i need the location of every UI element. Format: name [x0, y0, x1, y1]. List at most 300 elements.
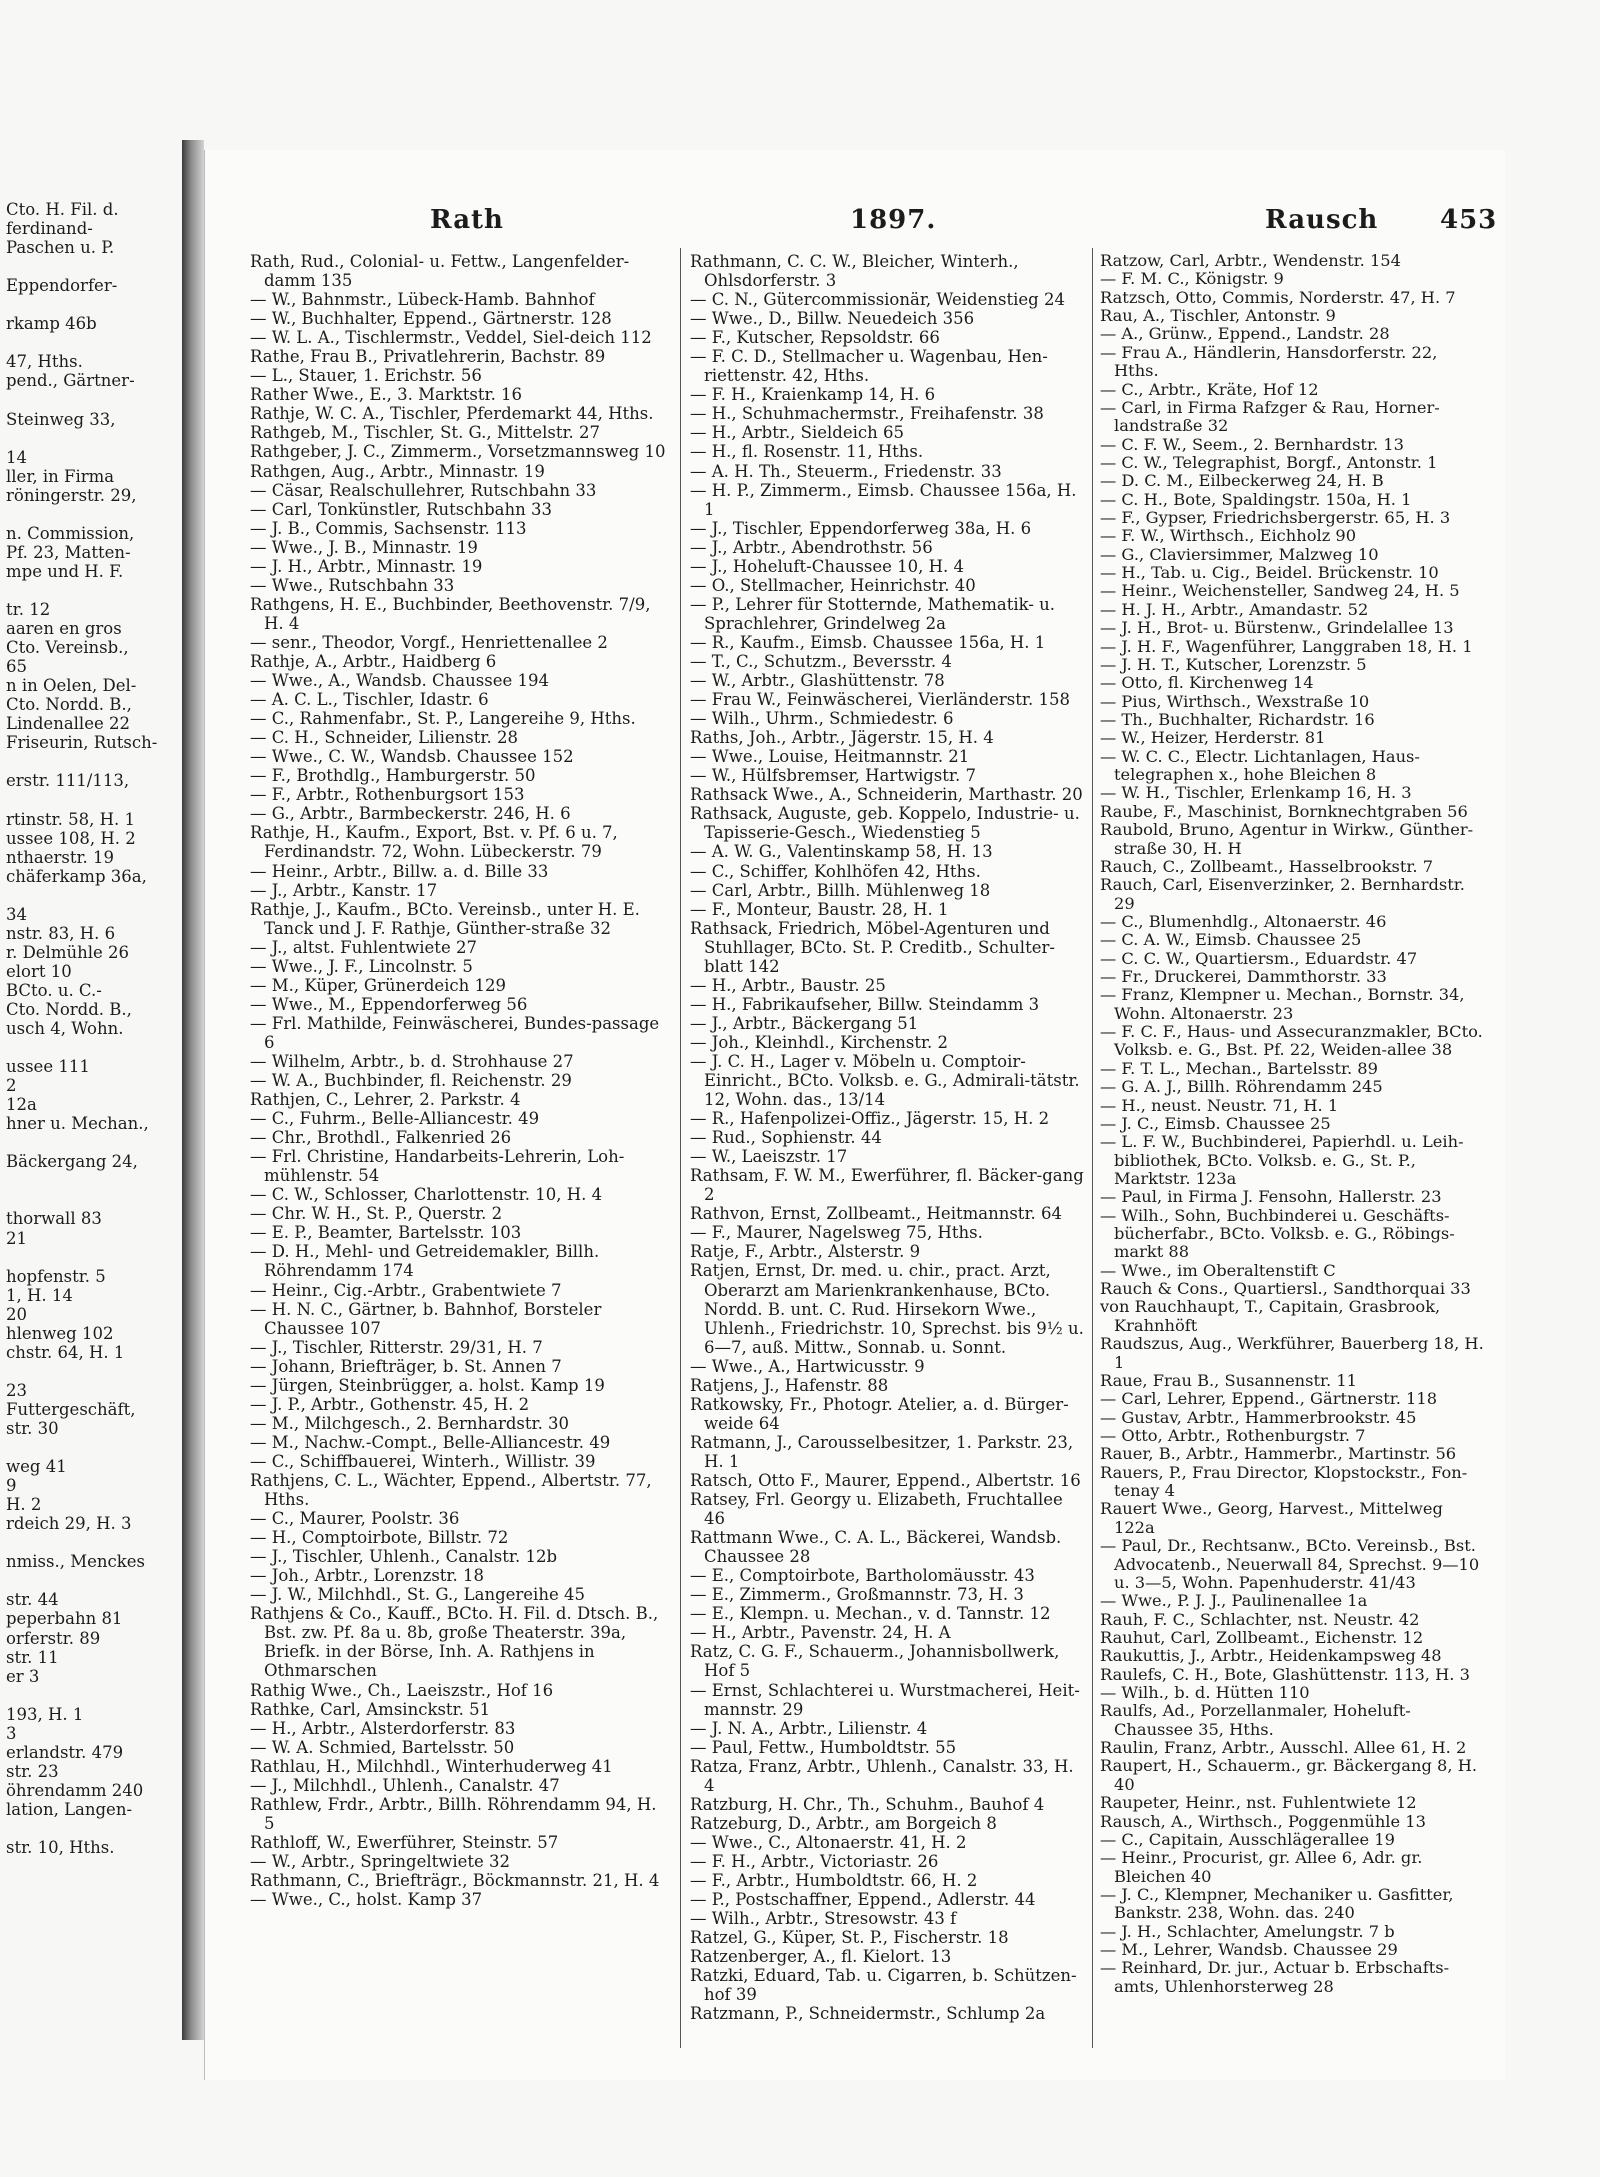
left-page-text-line: 34	[6, 904, 27, 924]
directory-entry: Ratza, Franz, Arbtr., Uhlenh., Canalstr. 33, H. 4	[690, 1756, 1074, 1795]
directory-entry: — Frl. Christine, Handarbeits-Lehrerin, Loh-mühlenstr. 54	[250, 1147, 625, 1186]
directory-entry: — W., Laeiszstr. 17	[690, 1147, 848, 1167]
directory-entry: — J., Milchhdl., Uhlenh., Canalstr. 47	[250, 1775, 560, 1795]
directory-entry: — G. A. J., Billh. Röhrendamm 245	[1100, 1077, 1383, 1097]
directory-entry: — Wilh., Arbtr., Stresowstr. 43 f	[690, 1909, 957, 1929]
directory-entry: Rather Wwe., E., 3. Marktstr. 16	[250, 385, 523, 405]
directory-entry: Raudszus, Aug., Werkführer, Bauerberg 18, H. 1	[1100, 1334, 1484, 1372]
left-page-text-line: Paschen u. P.	[6, 238, 115, 258]
directory-entry: — H. J. H., Arbtr., Amandastr. 52	[1100, 599, 1369, 619]
left-page-text-line	[0, 1438, 182, 1457]
directory-entry: — W., Bahnmstr., Lübeck-Hamb. Bahnhof	[250, 290, 595, 310]
directory-entry: — J. W., Milchhdl., St. G., Langereihe 45	[250, 1585, 585, 1605]
left-page-text-line: 65	[6, 657, 27, 677]
left-page-text-line: peperbahn 81	[6, 1609, 123, 1629]
directory-column-3	[1100, 252, 1485, 2042]
left-page-text-line	[0, 333, 182, 352]
directory-entry: — Wwe., C., Altonaerstr. 41, H. 2	[690, 1832, 967, 1852]
directory-entry: Rathlau, H., Milchhdl., Winterhuderweg 41	[250, 1756, 613, 1776]
directory-entry: — Paul, Fettw., Humboldtstr. 55	[690, 1737, 957, 1757]
left-page-text-line	[0, 505, 182, 524]
directory-entry: Rathjens & Co., Kauff., BCto. H. Fil. d. Dtsch. B., Bst. zw. Pf. 8a u. 8b, große Theaterstr. 39a, Briefk. in der Börse, Inh. A. Rathjens in Othmarschen	[250, 1604, 659, 1681]
directory-entry: Rathgeber, J. C., Zimmerm., Vorsetzmannsweg 10	[250, 442, 666, 462]
directory-entry: — C. W., Telegraphist, Borgf., Antonstr. 1	[1100, 452, 1438, 472]
directory-entry: — G., Arbtr., Barmbeckerstr. 246, H. 6	[250, 804, 571, 824]
directory-entry: — Carl, Lehrer, Eppend., Gärtnerstr. 118	[1100, 1389, 1438, 1409]
directory-entry: Rathje, W. C. A., Tischler, Pferdemarkt 44, Hths.	[250, 404, 654, 424]
left-page-text-line	[0, 1686, 182, 1705]
left-page-text-line: thorwall 83	[6, 1209, 102, 1229]
directory-entry: — M., Milchgesch., 2. Bernhardstr. 30	[250, 1413, 570, 1433]
directory-entry: Rauh, F. C., Schlachter, nst. Neustr. 42	[1100, 1609, 1420, 1629]
directory-entry: — M., Küper, Grünerdeich 129	[250, 975, 507, 995]
left-page-text-line: er 3	[6, 1666, 40, 1686]
left-page-text-line: str. 23	[6, 1761, 59, 1781]
directory-entry: — H., Schuhmachermstr., Freihafenstr. 38	[690, 404, 1044, 424]
directory-entry: Ratsch, Otto F., Maurer, Eppend., Albertstr. 16	[690, 1471, 1081, 1490]
left-page-text-line	[0, 1571, 182, 1590]
directory-entry: — W. A. Schmied, Bartelsstr. 50	[250, 1737, 515, 1757]
directory-entry: Rathvon, Ernst, Zollbeamt., Heitmannstr. 64	[690, 1204, 1062, 1224]
left-page-text-line: erstr. 111/113,	[6, 771, 130, 791]
directory-entry: Rattmann Wwe., C. A. L., Bäckerei, Wandsb. Chaussee 28	[690, 1528, 1062, 1567]
left-page-text-line: chstr. 64, H. 1	[6, 1342, 125, 1362]
directory-entry: — T., C., Schutzm., Beversstr. 4	[690, 651, 952, 671]
page-number: 453	[1440, 205, 1498, 235]
directory-entry: — Wilh., Sohn, Buchbinderei u. Geschäfts-bücherfabr., BCto. Volksb. e. G., Röbings-markt 88	[1100, 1205, 1455, 1262]
left-page-text-line: hner u. Mechan.,	[6, 1114, 149, 1134]
directory-entry: — H., Arbtr., Sieldeich 65	[690, 423, 905, 443]
directory-entry: Rauch, C., Zollbeamt., Hasselbrookstr. 7	[1100, 856, 1434, 876]
directory-entry: — H., Arbtr., Pavenstr. 24, H. A	[690, 1623, 951, 1643]
left-page-text-line: rkamp 46b	[6, 314, 97, 334]
directory-entry: — Heinr., Arbtr., Billw. a. d. Bille 33	[250, 861, 549, 881]
directory-entry: — Paul, in Firma J. Fensohn, Hallerstr. 23	[1100, 1187, 1442, 1207]
directory-entry: — E., Klempn. u. Mechan., v. d. Tannstr. 12	[690, 1604, 1051, 1624]
directory-entry: — J. B., Commis, Sachsenstr. 113	[250, 518, 527, 538]
directory-entry: — Franz, Klempner u. Mechan., Bornstr. 34, Wohn. Altonaerstr. 23	[1100, 985, 1465, 1023]
directory-entry: — D. C. M., Eilbeckerweg 24, H. B	[1100, 471, 1384, 491]
directory-entry: Rathsack Wwe., A., Schneiderin, Marthastr. 20	[690, 785, 1083, 805]
directory-entry: Rathsack, Auguste, geb. Koppelo, Industrie- u. Tapisserie-Gesch., Wiedenstieg 5	[690, 804, 1080, 843]
left-page-text-line	[0, 790, 182, 809]
directory-entry: — Wwe., Rutschbahn 33	[250, 575, 455, 595]
directory-entry: — W., Arbtr., Glashüttenstr. 78	[690, 671, 945, 691]
header-left-catchword: Rath	[430, 205, 504, 235]
left-page-text-line	[0, 1533, 182, 1552]
directory-entry: Rathje, A., Arbtr., Haidberg 6	[250, 651, 497, 671]
directory-entry: — M., Nachw.-Compt., Belle-Alliancestr. 49	[250, 1432, 611, 1452]
directory-entry: — Wwe., A., Wandsb. Chaussee 194	[250, 671, 549, 691]
directory-entry: — A., Grünw., Eppend., Landstr. 28	[1100, 324, 1390, 344]
directory-entry: — Wwe., Louise, Heitmannstr. 21	[690, 747, 970, 767]
directory-entry: Rauers, P., Frau Director, Klopstockstr., Fon-tenay 4	[1100, 1462, 1468, 1501]
directory-entry: — F. H., Arbtr., Victoriastr. 26	[690, 1851, 939, 1871]
directory-entry: Ratzel, G., Küper, St. P., Fischerstr. 18	[690, 1928, 1009, 1948]
directory-entry: Raulfs, Ad., Porzellanmaler, Hoheluft-Chaussee 35, Hths.	[1100, 1701, 1411, 1739]
directory-entry: — Chr. W. H., St. P., Querstr. 2	[250, 1204, 503, 1224]
left-page-text-line: rtinstr. 58, H. 1	[6, 809, 135, 829]
directory-entry: — Gustav, Arbtr., Hammerbrookstr. 45	[1100, 1407, 1417, 1427]
left-page-text-line: Pf. 23, Matten-	[6, 542, 131, 562]
directory-entry: Ratjens, J., Hafenstr. 88	[690, 1375, 889, 1395]
page-header	[430, 205, 1498, 245]
directory-entry: — J., Tischler, Ritterstr. 29/31, H. 7	[250, 1337, 543, 1357]
directory-entry: — J. C. H., Lager v. Möbeln u. Comptoir-Einricht., BCto. Volksb. e. G., Admirali-tätstr. 12, Wohn. das., 13/14	[690, 1051, 1080, 1110]
directory-entry: — H., Tab. u. Cig., Beidel. Brückenstr. 10	[1100, 563, 1439, 583]
left-page-text-line: 3	[6, 1723, 17, 1743]
directory-entry: — F. H., Kraienkamp 14, H. 6	[690, 385, 936, 405]
left-page-text-line: rdeich 29, H. 3	[6, 1514, 132, 1534]
directory-entry: — Otto, fl. Kirchenweg 14	[1100, 673, 1314, 693]
directory-entry: — J., Arbtr., Abendrothstr. 56	[690, 537, 933, 557]
left-page-text-line: 14	[6, 447, 27, 467]
directory-entry: — C., Capitain, Ausschlägerallee 19	[1100, 1829, 1395, 1849]
directory-entry: — C. N., Gütercommissionär, Weidenstieg 24	[690, 290, 1065, 310]
directory-entry: — Wilh., Uhrm., Schmiedestr. 6	[690, 709, 954, 729]
directory-entry: Ratzow, Carl, Arbtr., Wendenstr. 154	[1100, 252, 1401, 270]
directory-entry: Rathloff, W., Ewerführer, Steinstr. 57	[250, 1832, 559, 1852]
directory-entry: — E., Zimmerm., Großmannstr. 73, H. 3	[690, 1585, 1024, 1605]
left-page-text-line: str. 10, Hths.	[6, 1838, 115, 1858]
directory-entry: — J. H., Arbtr., Minnastr. 19	[250, 556, 483, 576]
directory-entry: — J. H., Schlachter, Amelungstr. 7 b	[1100, 1921, 1395, 1941]
directory-entry: — C., Fuhrm., Belle-Alliancestr. 49	[250, 1109, 540, 1129]
left-page-text-line	[0, 429, 182, 448]
left-page-text-line: chäferkamp 36a,	[6, 866, 147, 886]
directory-entry: Ratjen, Ernst, Dr. med. u. chir., pract. Arzt, Oberarzt am Marienkrankenhause, BCto. Nordd. B. unt. C. Rud. Hirsekorn Wwe., Uhlenh., Friedrichstr. 10, Sprechst. bis 9½ u. 6—7, auß. Mittw., Sonnab. u. Sonnt.	[690, 1261, 1084, 1357]
directory-entry: — H., Comptoirbote, Billstr. 72	[250, 1528, 509, 1548]
left-page-text-line: usch 4, Wohn.	[6, 1019, 124, 1039]
directory-entry: — Heinr., Weichensteller, Sandweg 24, H. 5	[1100, 581, 1460, 601]
left-page-text-line: hopfenstr. 5	[6, 1266, 106, 1286]
directory-entry: — Chr., Brothdl., Falkenried 26	[250, 1128, 512, 1148]
directory-entry: — C. A. W., Eimsb. Chaussee 25	[1100, 930, 1362, 950]
directory-entry: Raube, F., Maschinist, Bornknechtgraben 56	[1100, 801, 1468, 821]
directory-entry: Rathsack, Friedrich, Möbel-Agenturen und Stuhllager, BCto. St. P. Creditb., Schulter-blatt 142	[690, 918, 1055, 976]
directory-entry: Ratzburg, H. Chr., Th., Schuhm., Bauhof 4	[690, 1794, 1045, 1814]
directory-entry: — C., Schiffer, Kohlhöfen 42, Hths.	[690, 861, 981, 881]
left-page-text-line: 47, Hths.	[6, 352, 83, 372]
directory-entry: Ratkowsky, Fr., Photogr. Atelier, a. d. Bürger-weide 64	[690, 1394, 1069, 1433]
directory-entry: — H., fl. Rosenstr. 11, Hths.	[690, 442, 924, 462]
left-page-edge	[0, 200, 182, 2000]
left-page-text-line	[0, 257, 182, 276]
left-page-text-line	[0, 752, 182, 771]
directory-entry: — F. C. D., Stellmacher u. Wagenbau, Hen-riettenstr. 42, Hths.	[690, 347, 1048, 386]
directory-entry: — Wwe., J. F., Lincolnstr. 5	[250, 956, 473, 976]
directory-entry: — W., Heizer, Herderstr. 81	[1100, 728, 1326, 748]
directory-entry: Raulin, Franz, Arbtr., Ausschl. Allee 61, H. 2	[1100, 1738, 1467, 1758]
directory-entry: — H. N. C., Gärtner, b. Bahnhof, Borsteler Chaussee 107	[250, 1299, 602, 1338]
directory-entry: Raukuttis, J., Arbtr., Heidenkampsweg 48	[1100, 1646, 1442, 1666]
directory-entry: — W., Hülfsbremser, Hartwigstr. 7	[690, 766, 976, 786]
directory-entry: Rathgen, Aug., Arbtr., Minnastr. 19	[250, 461, 545, 481]
directory-entry: Raths, Joh., Arbtr., Jägerstr. 15, H. 4	[690, 728, 994, 748]
left-page-text-line: tr. 12	[6, 599, 51, 619]
left-page-text-line: str. 11	[6, 1647, 59, 1667]
directory-entry: — F., Arbtr., Rothenburgsort 153	[250, 785, 525, 805]
directory-entry: — H., neust. Neustr. 71, H. 1	[1100, 1095, 1339, 1115]
directory-entry: Raupeter, Heinr., nst. Fuhlentwiete 12	[1100, 1793, 1417, 1813]
directory-entry: — Wwe., im Oberaltenstift C	[1100, 1260, 1336, 1280]
left-page-text-line: r. Delmühle 26	[6, 942, 130, 962]
left-page-text-line: 2	[6, 1076, 17, 1096]
directory-entry: — Carl, Tonkünstler, Rutschbahn 33	[250, 499, 553, 519]
directory-entry: — Wwe., P. J. J., Paulinenallee 1a	[1100, 1591, 1368, 1611]
directory-entry: Rathsam, F. W. M., Ewerführer, fl. Bäcker-gang 2	[690, 1166, 1084, 1205]
directory-entry: — C., Schiffbauerei, Winterh., Willistr. 39	[250, 1451, 596, 1471]
directory-entry: — W., Buchhalter, Eppend., Gärtnerstr. 128	[250, 309, 612, 329]
left-page-text-line: Cto. H. Fil. d.	[6, 200, 119, 219]
directory-entry: — F., Gypser, Friedrichsbergerstr. 65, H. 3	[1100, 508, 1451, 528]
directory-entry: — Jürgen, Steinbrügger, a. holst. Kamp 19	[250, 1375, 605, 1395]
directory-entry: — F. M. C., Königstr. 9	[1100, 269, 1284, 289]
directory-entry: — Wwe., J. B., Minnastr. 19	[250, 537, 478, 557]
directory-entry: — O., Stellmacher, Heinrichstr. 40	[690, 575, 976, 595]
directory-entry: — J. C., Klempner, Mechaniker u. Gasfitter, Bankstr. 238, Wohn. das. 240	[1100, 1884, 1454, 1923]
directory-entry: Raubold, Bruno, Agentur in Wirkw., Günther-straße 30, H. H	[1100, 820, 1474, 858]
directory-entry: Raupert, H., Schauerm., gr. Bäckergang 8, H. 40	[1100, 1756, 1478, 1794]
directory-entry: Rathgens, H. E., Buchbinder, Beethovenstr. 7/9, H. 4	[250, 594, 651, 633]
directory-entry: — C. W., Schlosser, Charlottenstr. 10, H. 4	[250, 1185, 603, 1205]
directory-entry: Rauert Wwe., Georg, Harvest., Mittelweg 122a	[1100, 1499, 1443, 1537]
directory-entry: — G., Claviersimmer, Malzweg 10	[1100, 544, 1379, 564]
left-page-text-line: ller, in Firma	[6, 466, 115, 486]
directory-entry: — F. T. L., Mechan., Bartelsstr. 89	[1100, 1058, 1378, 1078]
directory-entry: Rau, A., Tischler, Antonstr. 9	[1100, 306, 1336, 326]
left-page-text-line: 23	[6, 1380, 27, 1400]
directory-entry: — Wwe., D., Billw. Neuedeich 356	[690, 309, 975, 329]
directory-entry: Ratzeburg, D., Arbtr., am Borgeich 8	[690, 1813, 997, 1833]
directory-entry: — J. N. A., Arbtr., Lilienstr. 4	[690, 1718, 928, 1738]
directory-entry: — Heinr., Cig.-Arbtr., Grabentwiete 7	[250, 1280, 562, 1300]
directory-entry: — D. H., Mehl- und Getreidemakler, Billh. Röhrendamm 174	[250, 1242, 600, 1281]
directory-entry: — J. C., Eimsb. Chaussee 25	[1100, 1113, 1331, 1133]
directory-entry: — W. A., Buchbinder, fl. Reichenstr. 29	[250, 1071, 572, 1091]
directory-entry: — A. W. G., Valentinskamp 58, H. 13	[690, 842, 993, 862]
left-page-text-line: str. 30	[6, 1419, 59, 1438]
directory-entry: — C., Arbtr., Kräte, Hof 12	[1100, 379, 1319, 399]
directory-entry: — W. H., Tischler, Erlenkamp 16, H. 3	[1100, 783, 1412, 803]
left-page-text-line: aaren en gros	[6, 619, 122, 639]
left-page-text-line: str. 44	[6, 1590, 59, 1610]
left-page-text-line: Steinweg 33,	[6, 409, 116, 429]
directory-entry: Rathmann, C., Briefträgr., Böckmannstr. 21, H. 4	[250, 1870, 660, 1890]
directory-entry: Rathke, Carl, Amsinckstr. 51	[250, 1699, 491, 1719]
directory-entry: — Ernst, Schlachterei u. Wurstmacherei, Heit-mannstr. 29	[690, 1680, 1080, 1719]
directory-entry: — J., Tischler, Eppendorferweg 38a, H. 6	[690, 518, 1032, 538]
directory-entry: — F. C. F., Haus- und Assecuranzmakler, BCto. Volksb. e. G., Bst. Pf. 22, Weiden-allee 38	[1100, 1022, 1483, 1060]
directory-entry: — C. H., Schneider, Lilienstr. 28	[250, 728, 518, 748]
directory-entry: — J. H. T., Kutscher, Lorenzstr. 5	[1100, 654, 1367, 674]
directory-entry: — A. C. L., Tischler, Idastr. 6	[250, 690, 489, 710]
left-page-text-line	[0, 1819, 182, 1838]
directory-entry: Ratzenberger, A., fl. Kielort. 13	[690, 1947, 952, 1967]
left-page-text-line	[0, 1248, 182, 1267]
directory-entry: — C., Rahmenfabr., St. P., Langereihe 9, Hths.	[250, 709, 636, 729]
left-page-text-line: elort 10	[6, 961, 72, 981]
left-page-text-line: öhrendamm 240	[6, 1780, 144, 1800]
directory-entry: — C., Maurer, Poolstr. 36	[250, 1509, 460, 1529]
left-page-text-line	[0, 1171, 182, 1190]
directory-entry: — Wilh., b. d. Hütten 110	[1100, 1683, 1310, 1703]
directory-entry: — Wilhelm, Arbtr., b. d. Strohhause 27	[250, 1051, 574, 1071]
left-page-text-line: 21	[6, 1228, 27, 1248]
left-page-text-line	[0, 1038, 182, 1057]
left-page-text-line: Bäckergang 24,	[6, 1152, 138, 1172]
left-page-text-line: Friseurin, Rutsch-	[6, 733, 158, 753]
directory-entry: — C. C. W., Quartiersm., Eduardstr. 47	[1100, 948, 1418, 968]
directory-entry: — J., altst. Fuhlentwiete 27	[250, 937, 477, 957]
directory-entry: — J., Tischler, Uhlenh., Canalstr. 12b	[250, 1547, 558, 1567]
directory-entry: Rathig Wwe., Ch., Laeiszstr., Hof 16	[250, 1680, 554, 1700]
left-page-text-line: ussee 108, H. 2	[6, 828, 136, 848]
directory-entry: — H., Fabrikaufseher, Billw. Steindamm 3	[690, 994, 1040, 1014]
directory-entry: — F. W., Wirthsch., Eichholz 90	[1100, 526, 1357, 546]
directory-entry: Ratzsch, Otto, Commis, Norderstr. 47, H. 7	[1100, 287, 1456, 307]
left-page-text-line: 193, H. 1	[6, 1704, 84, 1724]
left-page-text-line: ussee 111	[6, 1057, 90, 1077]
directory-entry: — Heinr., Procurist, gr. Allee 6, Adr. gr. Bleichen 40	[1100, 1848, 1423, 1886]
left-page-text-line: n. Commission,	[6, 523, 135, 543]
directory-entry: Ratzki, Eduard, Tab. u. Cigarren, b. Schützen-hof 39	[690, 1966, 1077, 2005]
directory-entry: — Rud., Sophienstr. 44	[690, 1128, 882, 1148]
directory-entry: — Reinhard, Dr. jur., Actuar b. Erbschafts-amts, Uhlenhorsterweg 28	[1100, 1958, 1450, 1996]
directory-entry: — Frau A., Händlerin, Hansdorferstr. 22, Hths.	[1100, 342, 1438, 381]
directory-entry: Ratsey, Frl. Georgy u. Elizabeth, Fruchtallee 46	[690, 1490, 1063, 1529]
directory-entry: — Cäsar, Realschullehrer, Rutschbahn 33	[250, 480, 597, 500]
directory-entry: — R., Kaufm., Eimsb. Chaussee 156a, H. 1	[690, 632, 1046, 652]
directory-entry: — Joh., Arbtr., Lorenzstr. 18	[250, 1566, 484, 1586]
left-page-text-line	[0, 581, 182, 600]
directory-entry: — Th., Buchhalter, Richardstr. 16	[1100, 709, 1375, 729]
directory-entry: — C., Blumenhdlg., Altonaerstr. 46	[1100, 911, 1387, 931]
directory-entry: — F., Kutscher, Repsoldstr. 66	[690, 328, 940, 348]
left-page-text-line: Lindenallee 22	[6, 714, 130, 734]
directory-entry: — J., Arbtr., Kanstr. 17	[250, 880, 438, 900]
left-page-text-line: mpe und H. F.	[6, 561, 124, 581]
directory-entry: — Carl, in Firma Rafzger & Rau, Horner-landstraße 32	[1100, 397, 1440, 436]
directory-entry: von Rauchhaupt, T., Capitain, Grasbrook, Krahnhöft	[1100, 1297, 1441, 1335]
directory-entry: — M., Lehrer, Wandsb. Chaussee 29	[1100, 1940, 1398, 1960]
left-page-text-line	[0, 390, 182, 409]
left-page-text-line: 20	[6, 1304, 27, 1324]
directory-entry: Rathlew, Frdr., Arbtr., Billh. Röhrendamm 94, H. 5	[250, 1794, 657, 1833]
left-page-text-line: erlandstr. 479	[6, 1742, 124, 1762]
book-binding-gutter	[182, 140, 204, 2040]
directory-entry: — H., Arbtr., Baustr. 25	[690, 975, 886, 995]
directory-entry: — J., Arbtr., Bäckergang 51	[690, 1013, 919, 1033]
left-page-text-line: Cto. Nordd. B.,	[6, 695, 132, 715]
directory-entry: — J. H., Brot- u. Bürstenw., Grindelallee 13	[1100, 618, 1454, 638]
directory-entry: — E., Comptoirbote, Bartholomäusstr. 43	[690, 1566, 1035, 1586]
column-divider	[680, 248, 681, 2048]
directory-entry: Ratje, F., Arbtr., Alsterstr. 9	[690, 1242, 921, 1262]
directory-entry: — Fr., Druckerei, Dammthorstr. 33	[1100, 967, 1387, 987]
left-page-text-line: 1, H. 14	[6, 1285, 73, 1305]
directory-entry: — senr., Theodor, Vorgf., Henriettenallee 2	[250, 632, 608, 652]
directory-entry: Rath, Rud., Colonial- u. Fettw., Langenfelder-damm 135	[250, 252, 630, 291]
directory-entry: Rathgeb, M., Tischler, St. G., Mittelstr. 27	[250, 423, 601, 443]
left-page-text-line: Cto. Vereinsb.,	[6, 638, 129, 658]
left-page-text-line: weg 41	[6, 1457, 67, 1477]
left-page-text-line	[0, 295, 182, 314]
directory-entry: Rathe, Frau B., Privatlehrerin, Bachstr. 89	[250, 347, 606, 367]
directory-entry: — F., Arbtr., Humboldtstr. 66, H. 2	[690, 1870, 978, 1890]
directory-entry: — Otto, Arbtr., Rothenburgstr. 7	[1100, 1426, 1366, 1445]
directory-entry: Rauer, B., Arbtr., Hammerbr., Martinstr. 56	[1100, 1444, 1457, 1464]
left-page-text-line: pend., Gärtner-	[6, 371, 135, 391]
left-page-text-line: hlenweg 102	[6, 1323, 114, 1343]
left-page-text-line: orferstr. 89	[6, 1628, 101, 1648]
directory-entry: — Wwe., C. W., Wandsb. Chaussee 152	[250, 747, 574, 767]
left-page-text-line: BCto. u. C.-	[6, 980, 102, 1000]
directory-entry: Ratz, C. G. F., Schauerm., Johannisbollwerk, Hof 5	[690, 1642, 1060, 1681]
directory-entry: — Frl. Mathilde, Feinwäscherei, Bundes-passage 6	[250, 1013, 660, 1052]
directory-column-1	[250, 252, 670, 2042]
directory-entry: — P., Lehrer für Stotternde, Mathematik- u. Sprachlehrer, Grindelweg 2a	[690, 594, 1056, 633]
directory-entry: — W. C. C., Electr. Lichtanlagen, Haus-telegraphen x., hohe Bleichen 8	[1100, 746, 1420, 785]
left-page-text-line	[0, 1190, 182, 1209]
left-page-text-line: lation, Langen-	[6, 1799, 133, 1819]
directory-entry: Ratmann, J., Carousselbesitzer, 1. Parkstr. 23, H. 1	[690, 1432, 1074, 1471]
directory-entry: — Frau W., Feinwäscherei, Vierländerstr. 158	[690, 690, 1070, 710]
left-page-text-line: röningerstr. 29,	[6, 485, 137, 505]
directory-entry: Rathje, J., Kaufm., BCto. Vereinsb., unter H. E. Tanck und J. F. Rathje, Günther-straße 32	[250, 899, 640, 938]
directory-entry: — W. L. A., Tischlermstr., Veddel, Siel-deich 112	[250, 328, 652, 348]
directory-entry: Rauch & Cons., Quartiersl., Sandthorquai 33	[1100, 1279, 1471, 1299]
left-page-text-line: n in Oelen, Del-	[6, 676, 137, 696]
directory-entry: — J. P., Arbtr., Gothenstr. 45, H. 2	[250, 1394, 530, 1414]
directory-entry: — Wwe., C., holst. Kamp 37	[250, 1890, 483, 1910]
directory-entry: — Paul, Dr., Rechtsanw., BCto. Vereinsb., Bst. Advocatenb., Neuerwall 84, Sprechst. 9—10 u. 3—5, Wohn. Papenhuderstr. 41/43	[1100, 1536, 1480, 1592]
left-page-text-line: ferdinand-	[6, 219, 93, 239]
left-page-text-line	[0, 886, 182, 905]
directory-entry: — A. H. Th., Steuerm., Friedenstr. 33	[690, 461, 1002, 481]
directory-entry: Ratzmann, P., Schneidermstr., Schlump 2a	[690, 2004, 1046, 2024]
directory-entry: — J., Hoheluft-Chaussee 10, H. 4	[690, 556, 965, 576]
left-page-text-line: H. 2	[6, 1495, 42, 1515]
left-page-text-line: 9	[6, 1476, 17, 1496]
directory-entry: — P., Postschaffner, Eppend., Adlerstr. 44	[690, 1890, 1036, 1910]
left-page-text-line	[0, 1133, 182, 1152]
directory-entry: — L., Stauer, 1. Erichstr. 56	[250, 366, 482, 386]
left-page-text-line: Cto. Nordd. B.,	[6, 999, 132, 1019]
left-page-text-line: nstr. 83, H. 6	[6, 923, 116, 943]
directory-column-2	[690, 252, 1085, 2042]
left-page-text-line: nthaerstr. 19	[6, 847, 115, 867]
directory-entry: — C. F. W., Seem., 2. Bernhardstr. 13	[1100, 434, 1404, 454]
directory-entry: Rathje, H., Kaufm., Export, Bst. v. Pf. 6 u. 7, Ferdinandstr. 72, Wohn. Lübeckerstr. 79	[250, 823, 618, 862]
directory-entry: — F., Maurer, Nagelsweg 75, Hths.	[690, 1223, 983, 1243]
directory-entry: — C. H., Bote, Spaldingstr. 150a, H. 1	[1100, 489, 1412, 509]
left-page-text-line: Futtergeschäft,	[6, 1399, 136, 1419]
directory-entry: Raulefs, C. H., Bote, Glashüttenstr. 113, H. 3	[1100, 1664, 1470, 1684]
directory-entry: — W., Arbtr., Springeltwiete 32	[250, 1851, 511, 1871]
directory-entry: — F., Monteur, Baustr. 28, H. 1	[690, 899, 949, 919]
left-page-text-line: 12a	[6, 1095, 37, 1115]
header-year: 1897.	[850, 205, 937, 235]
directory-entry: — R., Hafenpolizei-Offiz., Jägerstr. 15, H. 2	[690, 1109, 1050, 1129]
header-right-catchword: Rausch	[1265, 205, 1379, 235]
left-page-text-line: Eppendorfer-	[6, 276, 118, 296]
directory-entry: Rauch, Carl, Eisenverzinker, 2. Bernhardstr. 29	[1100, 875, 1465, 913]
directory-entry: — Pius, Wirthsch., Wexstraße 10	[1100, 691, 1370, 711]
directory-entry: — F., Brothdlg., Hamburgerstr. 50	[250, 766, 536, 786]
directory-entry: — H. P., Zimmerm., Eimsb. Chaussee 156a, H. 1	[690, 480, 1077, 519]
directory-entry: — H., Arbtr., Alsterdorferstr. 83	[250, 1718, 516, 1738]
